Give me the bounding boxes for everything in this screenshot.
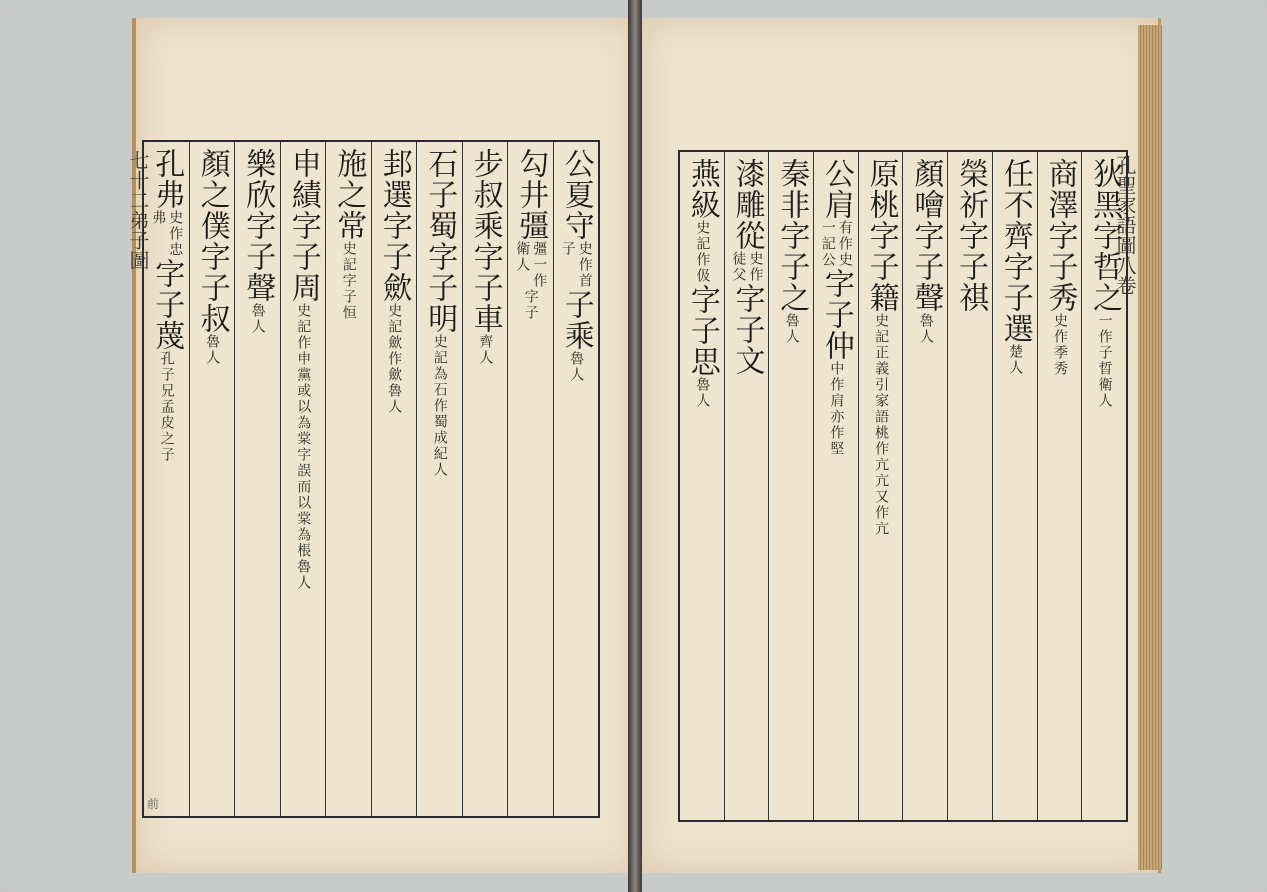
courtesy-name-text: 字子聲 <box>240 210 276 303</box>
text-column <box>416 142 462 816</box>
commentary-text: 字子 <box>522 289 539 321</box>
page-edge <box>1138 25 1162 870</box>
name-text: 勾井彊 <box>513 148 549 241</box>
name-text: 顏噲 <box>908 158 944 220</box>
annotation-text: 彊一作 <box>531 241 548 289</box>
name-text: 燕級 <box>684 158 720 220</box>
name-text: 孔弗 <box>149 148 185 210</box>
annotation-pair <box>513 241 547 289</box>
name-text: 石子蜀 <box>422 148 458 241</box>
text-column <box>902 152 947 820</box>
commentary-text: 魯人 <box>568 351 585 383</box>
annotation-text: 衛人 <box>514 241 531 273</box>
courtesy-name-text: 字子選 <box>997 251 1033 344</box>
left-text-frame <box>142 140 600 818</box>
annotation-text: 弗 <box>150 210 167 226</box>
commentary-text: 齊人 <box>477 334 494 366</box>
courtesy-name-text: 字哲之 <box>1087 220 1123 313</box>
text-column <box>1081 152 1126 820</box>
text-column <box>553 142 599 816</box>
commentary-text: 魯人 <box>694 377 711 409</box>
annotation-pair <box>559 241 593 289</box>
text-column <box>992 152 1037 820</box>
name-text: 顏之僕 <box>194 148 230 241</box>
annotation-pair <box>819 220 853 268</box>
courtesy-name-text: 字子聲 <box>908 220 944 313</box>
text-column <box>768 152 813 820</box>
commentary-text: 史記作申黨或以為棠字誤而以棠為棖魯人 <box>295 303 312 591</box>
annotation-pair <box>149 210 183 258</box>
text-column <box>325 142 371 816</box>
commentary-text: 魯人 <box>917 313 934 345</box>
name-text: 施之常 <box>331 148 367 241</box>
text-column <box>724 152 769 820</box>
commentary-text: 孔子兄孟皮之子 <box>158 351 175 463</box>
annotation-text: 子 <box>559 241 576 257</box>
annotation-pair <box>340 241 357 321</box>
text-column <box>858 152 903 820</box>
annotation-pair <box>730 251 764 283</box>
annotation-text: 史記作伋 <box>694 220 711 284</box>
text-column <box>189 142 235 816</box>
text-column <box>1037 152 1082 820</box>
courtesy-name-text: 字子車 <box>467 241 503 334</box>
commentary-text: 史記正義引家語桃作亢亢又作亢 <box>873 313 890 537</box>
text-column <box>234 142 280 816</box>
annotation-text: 史記字子恒 <box>340 241 357 321</box>
name-text: 邽選 <box>376 148 412 210</box>
left-margin-title: 七十二弟子圖 <box>126 150 150 270</box>
courtesy-name-text: 字子祺 <box>953 220 989 313</box>
text-column <box>507 142 553 816</box>
commentary-text: 中作肩亦作堅 <box>828 361 845 457</box>
text-column <box>462 142 508 816</box>
name-text: 狄黑 <box>1087 158 1123 220</box>
name-text: 申績 <box>285 148 321 210</box>
commentary-text: 魯人 <box>783 313 800 345</box>
name-text: 榮祈 <box>953 158 989 220</box>
name-text: 秦非 <box>774 158 810 220</box>
annotation-text: 史作 <box>747 251 764 283</box>
text-column <box>371 142 417 816</box>
text-column <box>280 142 326 816</box>
annotation-text: 徒父 <box>730 251 747 283</box>
text-column <box>144 142 189 816</box>
text-column <box>947 152 992 820</box>
book-gutter <box>628 0 642 892</box>
name-text: 公肩 <box>818 158 854 220</box>
name-text: 樂欣 <box>240 148 276 210</box>
courtesy-name-text: 字子周 <box>285 210 321 303</box>
name-text: 商澤 <box>1042 158 1078 220</box>
right-text-frame <box>678 150 1128 822</box>
commentary-text: 史作季秀 <box>1051 313 1068 377</box>
text-column <box>813 152 858 820</box>
right-margin-title: 孔聖家語圖八卷 <box>1113 155 1137 295</box>
name-text: 任不齊 <box>997 158 1033 251</box>
courtesy-name-text: 字子叔 <box>194 241 230 334</box>
name-text: 步叔乘 <box>467 148 503 241</box>
name-text: 公夏守 <box>558 148 594 241</box>
annotation-text: 一記公 <box>819 220 836 268</box>
commentary-text: 史記為石作蜀成紀人 <box>431 334 448 478</box>
left-foot-mark: 前 <box>147 797 160 811</box>
courtesy-name-text: 字子明 <box>422 241 458 334</box>
name-text: 漆雕從 <box>729 158 765 251</box>
annotation-pair <box>693 220 710 284</box>
courtesy-name-text: 子乘 <box>558 289 594 351</box>
courtesy-name-text: 字子仲 <box>818 268 854 361</box>
courtesy-name-text: 字子文 <box>729 283 765 376</box>
courtesy-name-text: 字子蔑 <box>149 258 185 351</box>
commentary-text: 魯人 <box>204 334 221 366</box>
commentary-text: 史記歛作歛魯人 <box>386 303 403 415</box>
annotation-text: 史作忠 <box>167 210 184 258</box>
courtesy-name-text: 字子秀 <box>1042 220 1078 313</box>
text-column <box>680 152 724 820</box>
annotation-text: 有作史 <box>836 220 853 268</box>
name-text: 原桃 <box>863 158 899 220</box>
courtesy-name-text: 字子歛 <box>376 210 412 303</box>
commentary-text: 魯人 <box>249 303 266 335</box>
commentary-text: 楚人 <box>1007 344 1024 376</box>
courtesy-name-text: 字子之 <box>774 220 810 313</box>
annotation-text: 史作首 <box>576 241 593 289</box>
courtesy-name-text: 字子思 <box>684 284 720 377</box>
courtesy-name-text: 字子籍 <box>863 220 899 313</box>
commentary-text: 一作子晢衛人 <box>1096 313 1113 409</box>
